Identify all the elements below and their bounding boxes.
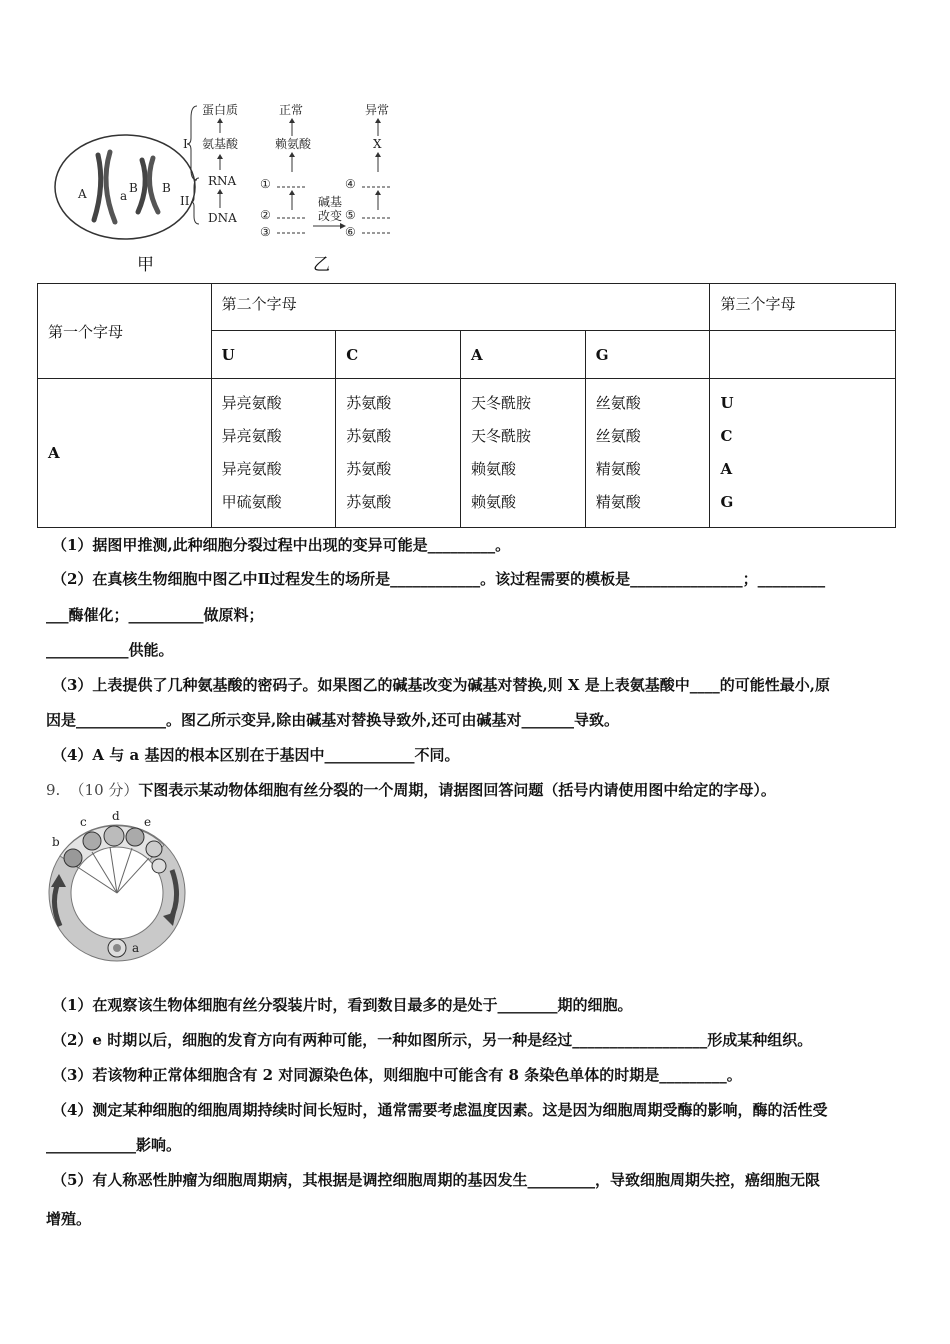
second-letter-U: U [211,331,336,379]
figure-yi [175,98,400,243]
table-cell: G [720,493,734,511]
column-U [211,379,336,528]
third-letter-header-blank [710,331,896,379]
table-cell: U [720,394,734,412]
label-A: A [78,187,87,201]
table-cell: 天冬酰胺 [471,427,532,445]
second-letter-G: G [585,331,710,379]
q9-line-4: （4）测定某种细胞的细胞周期持续时间长短时，通常需要考虑温度因素。这是因为细胞周期受酶的影响，酶的活性受 [52,1101,828,1119]
cycle-label-d: d [112,809,120,823]
header-second-letter: 第二个字母 [211,284,710,331]
cycle-label-b: b [52,835,60,849]
cell-cycle-figure [42,808,192,970]
flow-n6: ⑥ [345,225,356,239]
q9-line-6: （5）有人称恶性肿瘤为细胞周期病，其根据是调控细胞周期的基因发生_________，导致细胞周期失控，癌细胞无限 [52,1171,820,1189]
table-cell: 精氨酸 [595,493,641,511]
cycle-label-e: e [144,815,152,829]
q8-line-6: 因是____________。图乙所示变异,除由碱基对替换导致外,还可由碱基对_______导致。 [46,711,619,729]
flow-amino-acid: 氨基酸 [202,137,239,151]
flow-lysine: 赖氨酸 [275,137,312,151]
q9-line-2: （2）e 时期以后，细胞的发育方向有两种可能，一种如图所示，另一种是经过__________________形成某种组织。 [52,1031,813,1049]
codon-table [37,283,896,528]
label-B-left: B [129,181,138,195]
flow-n3: ③ [260,225,271,239]
q8-line-1: （1）据图甲推测,此种细胞分裂过程中出现的变异可能是_________。 [52,536,511,554]
flow-roman-1: I [183,137,188,151]
table-cell: 苏氨酸 [346,394,392,412]
q8-line-2: （2）在真核生物细胞中图乙中Ⅱ过程发生的场所是____________。该过程需要的模板是_______________；_________ [52,570,826,588]
label-yi: 乙 [313,255,330,275]
flow-n2: ② [260,208,271,222]
table-cell: 天冬酰胺 [471,394,532,412]
column-G [585,379,710,528]
q8-line-5: （3）上表提供了几种氨基酸的密码子。如果图乙的碱基改变为碱基对替换,则 X 是上表氨基酸中____的可能性最小,原 [52,676,830,694]
q9-stem-row [46,779,776,800]
second-letter-C: C [336,331,461,379]
table-cell: 赖氨酸 [471,460,517,478]
q9-score: （10 分） [69,781,139,799]
cycle-label-a: a [132,941,140,955]
flow-abnormal: 异常 [365,103,390,117]
cycle-label-c: c [80,815,87,829]
label-a: a [120,189,128,203]
q9-line-5: ____________影响。 [46,1136,182,1154]
label-B-right: B [162,181,171,195]
table-cell: 丝氨酸 [595,427,641,445]
table-cell: 苏氨酸 [346,427,392,445]
q8-line-3: ___酶催化；__________做原料； [46,606,264,624]
q9-stem: 下图表示某动物体细胞有丝分裂的一个周期，请据图回答问题（括号内请使用图中给定的字母）。 [138,781,776,799]
header-first-letter: 第一个字母 [38,284,212,379]
flow-protein: 蛋白质 [202,103,239,117]
flow-rna: RNA [208,174,237,188]
q9-line-7: 增殖。 [46,1210,92,1228]
table-cell: 丝氨酸 [595,394,641,412]
flow-normal: 正常 [279,103,304,117]
table-cell: A [720,460,733,478]
flow-n1: ① [260,177,271,191]
column-third-letter [710,379,896,528]
q9-line-3: （3）若该物种正常体细胞含有 2 对同源染色体，则细胞中可能含有 8 条染色单体的时期是_________。 [52,1066,742,1084]
table-cell: 精氨酸 [595,460,641,478]
flow-x: X [373,137,382,151]
table-cell: 苏氨酸 [346,460,392,478]
q8-line-7: （4）A 与 a 基因的根本区别在于基因中____________不同。 [52,746,460,764]
column-A [461,379,586,528]
q9-number: 9. [46,781,61,799]
flow-base-change-2: 改变 [318,209,343,223]
second-letter-A: A [461,331,586,379]
table-cell: 异亮氨酸 [221,427,282,445]
flow-n5: ⑤ [345,208,356,222]
flow-n4: ④ [345,177,356,191]
first-letter-A: A [38,379,212,528]
flow-roman-2: II [180,194,190,208]
table-cell: 甲硫氨酸 [221,493,282,511]
flow-dna: DNA [208,211,237,225]
table-cell: C [720,427,733,445]
q9-line-1: （1）在观察该生物体细胞有丝分裂装片时，看到数目最多的是处于________期的细胞。 [52,996,633,1014]
table-cell: 异亮氨酸 [221,460,282,478]
table-cell: 苏氨酸 [346,493,392,511]
table-cell: 赖氨酸 [471,493,517,511]
column-C [336,379,461,528]
flow-base-change-1: 碱基 [318,195,343,209]
table-cell: 异亮氨酸 [221,394,282,412]
label-jia: 甲 [137,255,154,275]
header-third-letter: 第三个字母 [710,284,896,331]
q8-line-4: ___________供能。 [46,641,174,659]
